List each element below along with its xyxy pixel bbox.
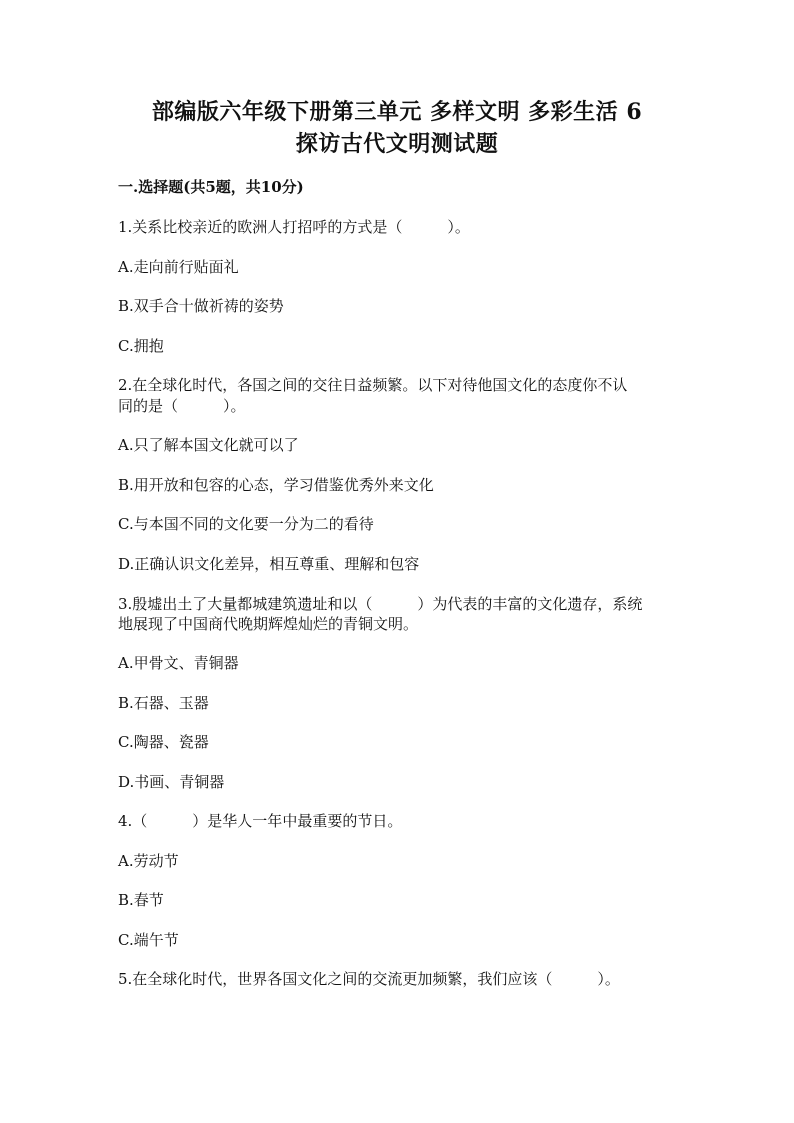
question-4-option-b: B.春节 [118,891,164,909]
page-title-line-2: 探访古代文明测试题 [295,131,499,157]
question-2-option-d: D.正确认识文化差异，相互尊重、理解和包容 [118,555,420,573]
page-title-line-1: 部编版六年级下册第三单元 多样文明 多彩生活 6 [151,99,643,125]
question-3-stem-line-2: 地展现了中国商代晚期辉煌灿烂的青铜文明。 [118,615,419,633]
question-3-option-c: C.陶器、瓷器 [118,733,209,751]
question-3-stem-line-1: 3.殷墟出土了大量都城建筑遗址和以（ ）为代表的丰富的文化遗存，系统 [118,595,643,613]
question-3-option-b: B.石器、玉器 [118,694,209,712]
question-1-option-a: A.走向前行贴面礼 [118,258,239,276]
question-3-option-a: A.甲骨文、青铜器 [118,654,239,672]
question-5-stem: 5.在全球化时代，世界各国文化之间的交流更加频繁，我们应该（ ）。 [118,970,620,988]
question-2-option-c: C.与本国不同的文化要一分为二的看待 [118,515,374,533]
question-2-option-b: B.用开放和包容的心态，学习借鉴优秀外来文化 [118,476,434,494]
question-4-stem: 4.（ ）是华人一年中最重要的节日。 [118,812,403,830]
question-4-option-a: A.劳动节 [118,852,179,870]
question-2-option-a: A.只了解本国文化就可以了 [118,436,299,454]
section-heading: 一.选择题(共5题，共10分) [118,178,304,196]
question-1-stem: 1.关系比校亲近的欧洲人打招呼的方式是（ ）。 [118,218,470,236]
question-4-option-c: C.端午节 [118,931,179,949]
question-1-option-c: C.拥抱 [118,337,164,355]
question-1-option-b: B.双手合十做祈祷的姿势 [118,297,284,315]
question-2-stem-line-1: 2.在全球化时代，各国之间的交往日益频繁。以下对待他国文化的态度你不认 [118,376,628,394]
question-3-option-d: D.书画、青铜器 [118,773,225,791]
question-2-stem-line-2: 同的是（ ）。 [118,397,246,415]
